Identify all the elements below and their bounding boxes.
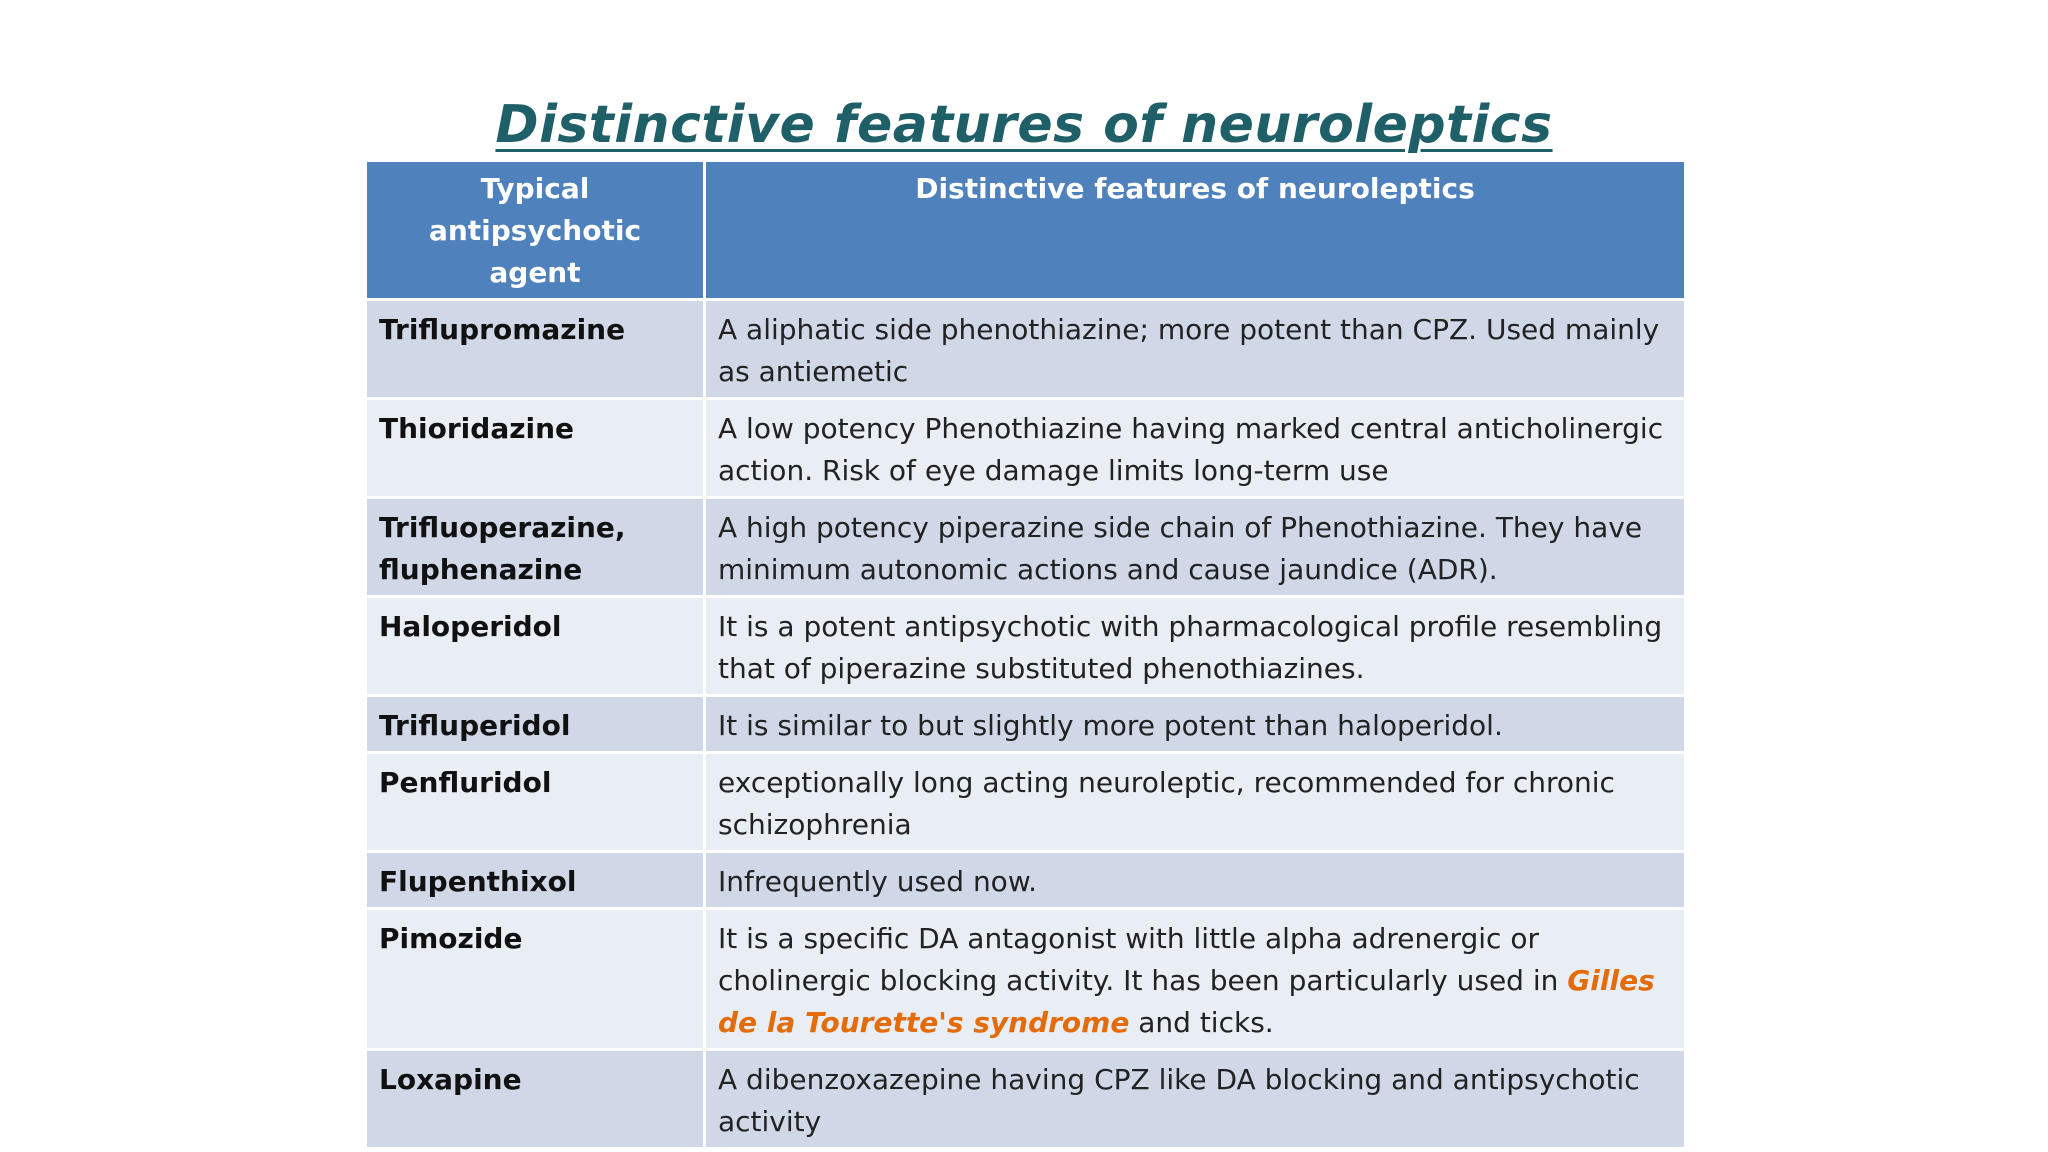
table-row [366,909,1686,1050]
agent-description: A dibenzoxazepine having CPZ like DA blocking and antipsychotic activity [705,1050,1686,1149]
table-row [366,597,1686,696]
syndrome-highlight: Gilles de la Tourette's syndrome [718,964,1655,1039]
agent-description: A low potency Phenothiazine having marked central anticholinergic action. Risk of eye damage limits long-term use [705,399,1686,498]
agent-name: Triflupromazine [366,300,705,399]
table-row [366,1050,1686,1149]
description-text: It is a specific DA antagonist with little alpha adrenergic or cholinergic blocking activity. It has been particularly used in [718,922,1568,997]
description-text: and ticks. [1129,1006,1274,1039]
agent-name: Thioridazine [366,399,705,498]
table-row [366,753,1686,852]
table-row [366,696,1686,753]
page-title: Distinctive features of neuroleptics [495,95,1553,155]
table-row [366,498,1686,597]
agent-name: Trifluperidol [366,696,705,753]
agent-name: Loxapine [366,1050,705,1149]
column-header-features: Distinctive features of neuroleptics [705,161,1686,300]
agent-name: Flupenthixol [366,852,705,909]
table-header-row [366,161,1686,300]
table-row [366,300,1686,399]
agent-description: It is similar to but slightly more potent than haloperidol. [705,696,1686,753]
agent-description: Infrequently used now. [705,852,1686,909]
agent-description: A aliphatic side phenothiazine; more potent than CPZ. Used mainly as antiemetic [705,300,1686,399]
agent-description [705,909,1686,1050]
neuroleptics-table [364,159,1687,1150]
agent-name: Penfluridol [366,753,705,852]
agent-description: It is a potent antipsychotic with pharmacological profile resembling that of piperazine substituted phenothiazines. [705,597,1686,696]
table-row [366,399,1686,498]
agent-description: A high potency piperazine side chain of Phenothiazine. They have minimum autonomic actions and cause jaundice (ADR). [705,498,1686,597]
agent-name: Haloperidol [366,597,705,696]
agent-description: exceptionally long acting neuroleptic, recommended for chronic schizophrenia [705,753,1686,852]
column-header-agent: Typical antipsychotic agent [366,161,705,300]
agent-name: Pimozide [366,909,705,1050]
agent-name: Trifluoperazine, fluphenazine [366,498,705,597]
table-row [366,852,1686,909]
